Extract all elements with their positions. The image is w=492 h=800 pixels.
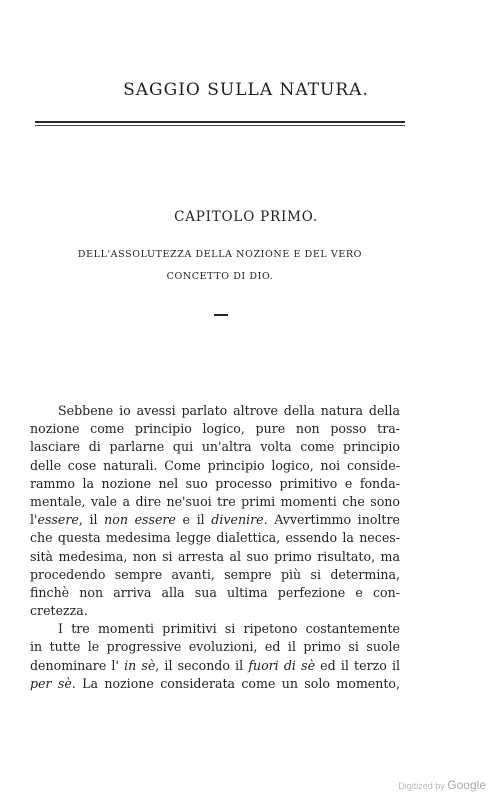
body-line: cretezza. — [30, 603, 88, 619]
chapter-subtitle-line-2: CONCETTO DI DIO. — [166, 271, 274, 282]
body-line: procedendo sempre avanti, sempre più si determina, — [30, 566, 400, 582]
section-separator — [214, 314, 228, 316]
body-line: mentale, vale a dire ne'suoi tre primi momenti che sono — [30, 493, 400, 509]
title-rule-thin — [35, 125, 405, 126]
title-rule — [35, 121, 405, 123]
body-line: rammo la nozione nel suo processo primitivo e fonda- — [30, 475, 400, 491]
digitized-watermark — [398, 778, 486, 792]
chapter-subtitle — [60, 244, 380, 288]
body-line: delle cose naturali. Come principio logico, noi conside- — [30, 457, 400, 473]
body-line: nozione come principio logico, pure non posso tra- — [30, 421, 400, 437]
chapter-title: CAPITOLO PRIMO. — [174, 209, 318, 225]
body-line: lasciare di parlarne qui un'altra volta come principio — [30, 439, 400, 455]
body-line: che questa medesima legge dialettica, essendo la neces- — [30, 530, 400, 546]
body-line: I tre momenti primitivi si ripetono costantemente — [58, 621, 400, 637]
watermark-brand: Google — [447, 778, 486, 792]
body-line: denominare l' in sè, il secondo il fuori di sè ed il terzo il — [30, 657, 401, 673]
body-line: in tutte le progressive evoluzioni, ed il primo si suole — [30, 639, 400, 655]
page-title: SAGGIO SULLA NATURA. — [123, 80, 369, 100]
watermark-prefix: Digitized by — [398, 781, 445, 791]
body-line: Sebbene io avessi parlato altrove della natura della — [58, 403, 400, 418]
chapter-subtitle-line-1: DELL'ASSOLUTEZZA DELLA NOZIONE E DEL VERO — [77, 249, 363, 260]
body-line: finchè non arriva alla sua ultima perfezione e con- — [30, 584, 400, 600]
body-line: l'essere, il non essere e il divenire. Avvertimmo inoltre — [30, 512, 400, 528]
body-line: per sè. La nozione considerata come un solo momento, — [30, 675, 400, 691]
body-line: sità medesima, non si arresta al suo primo risultato, ma — [30, 548, 400, 564]
body-text — [30, 402, 400, 693]
